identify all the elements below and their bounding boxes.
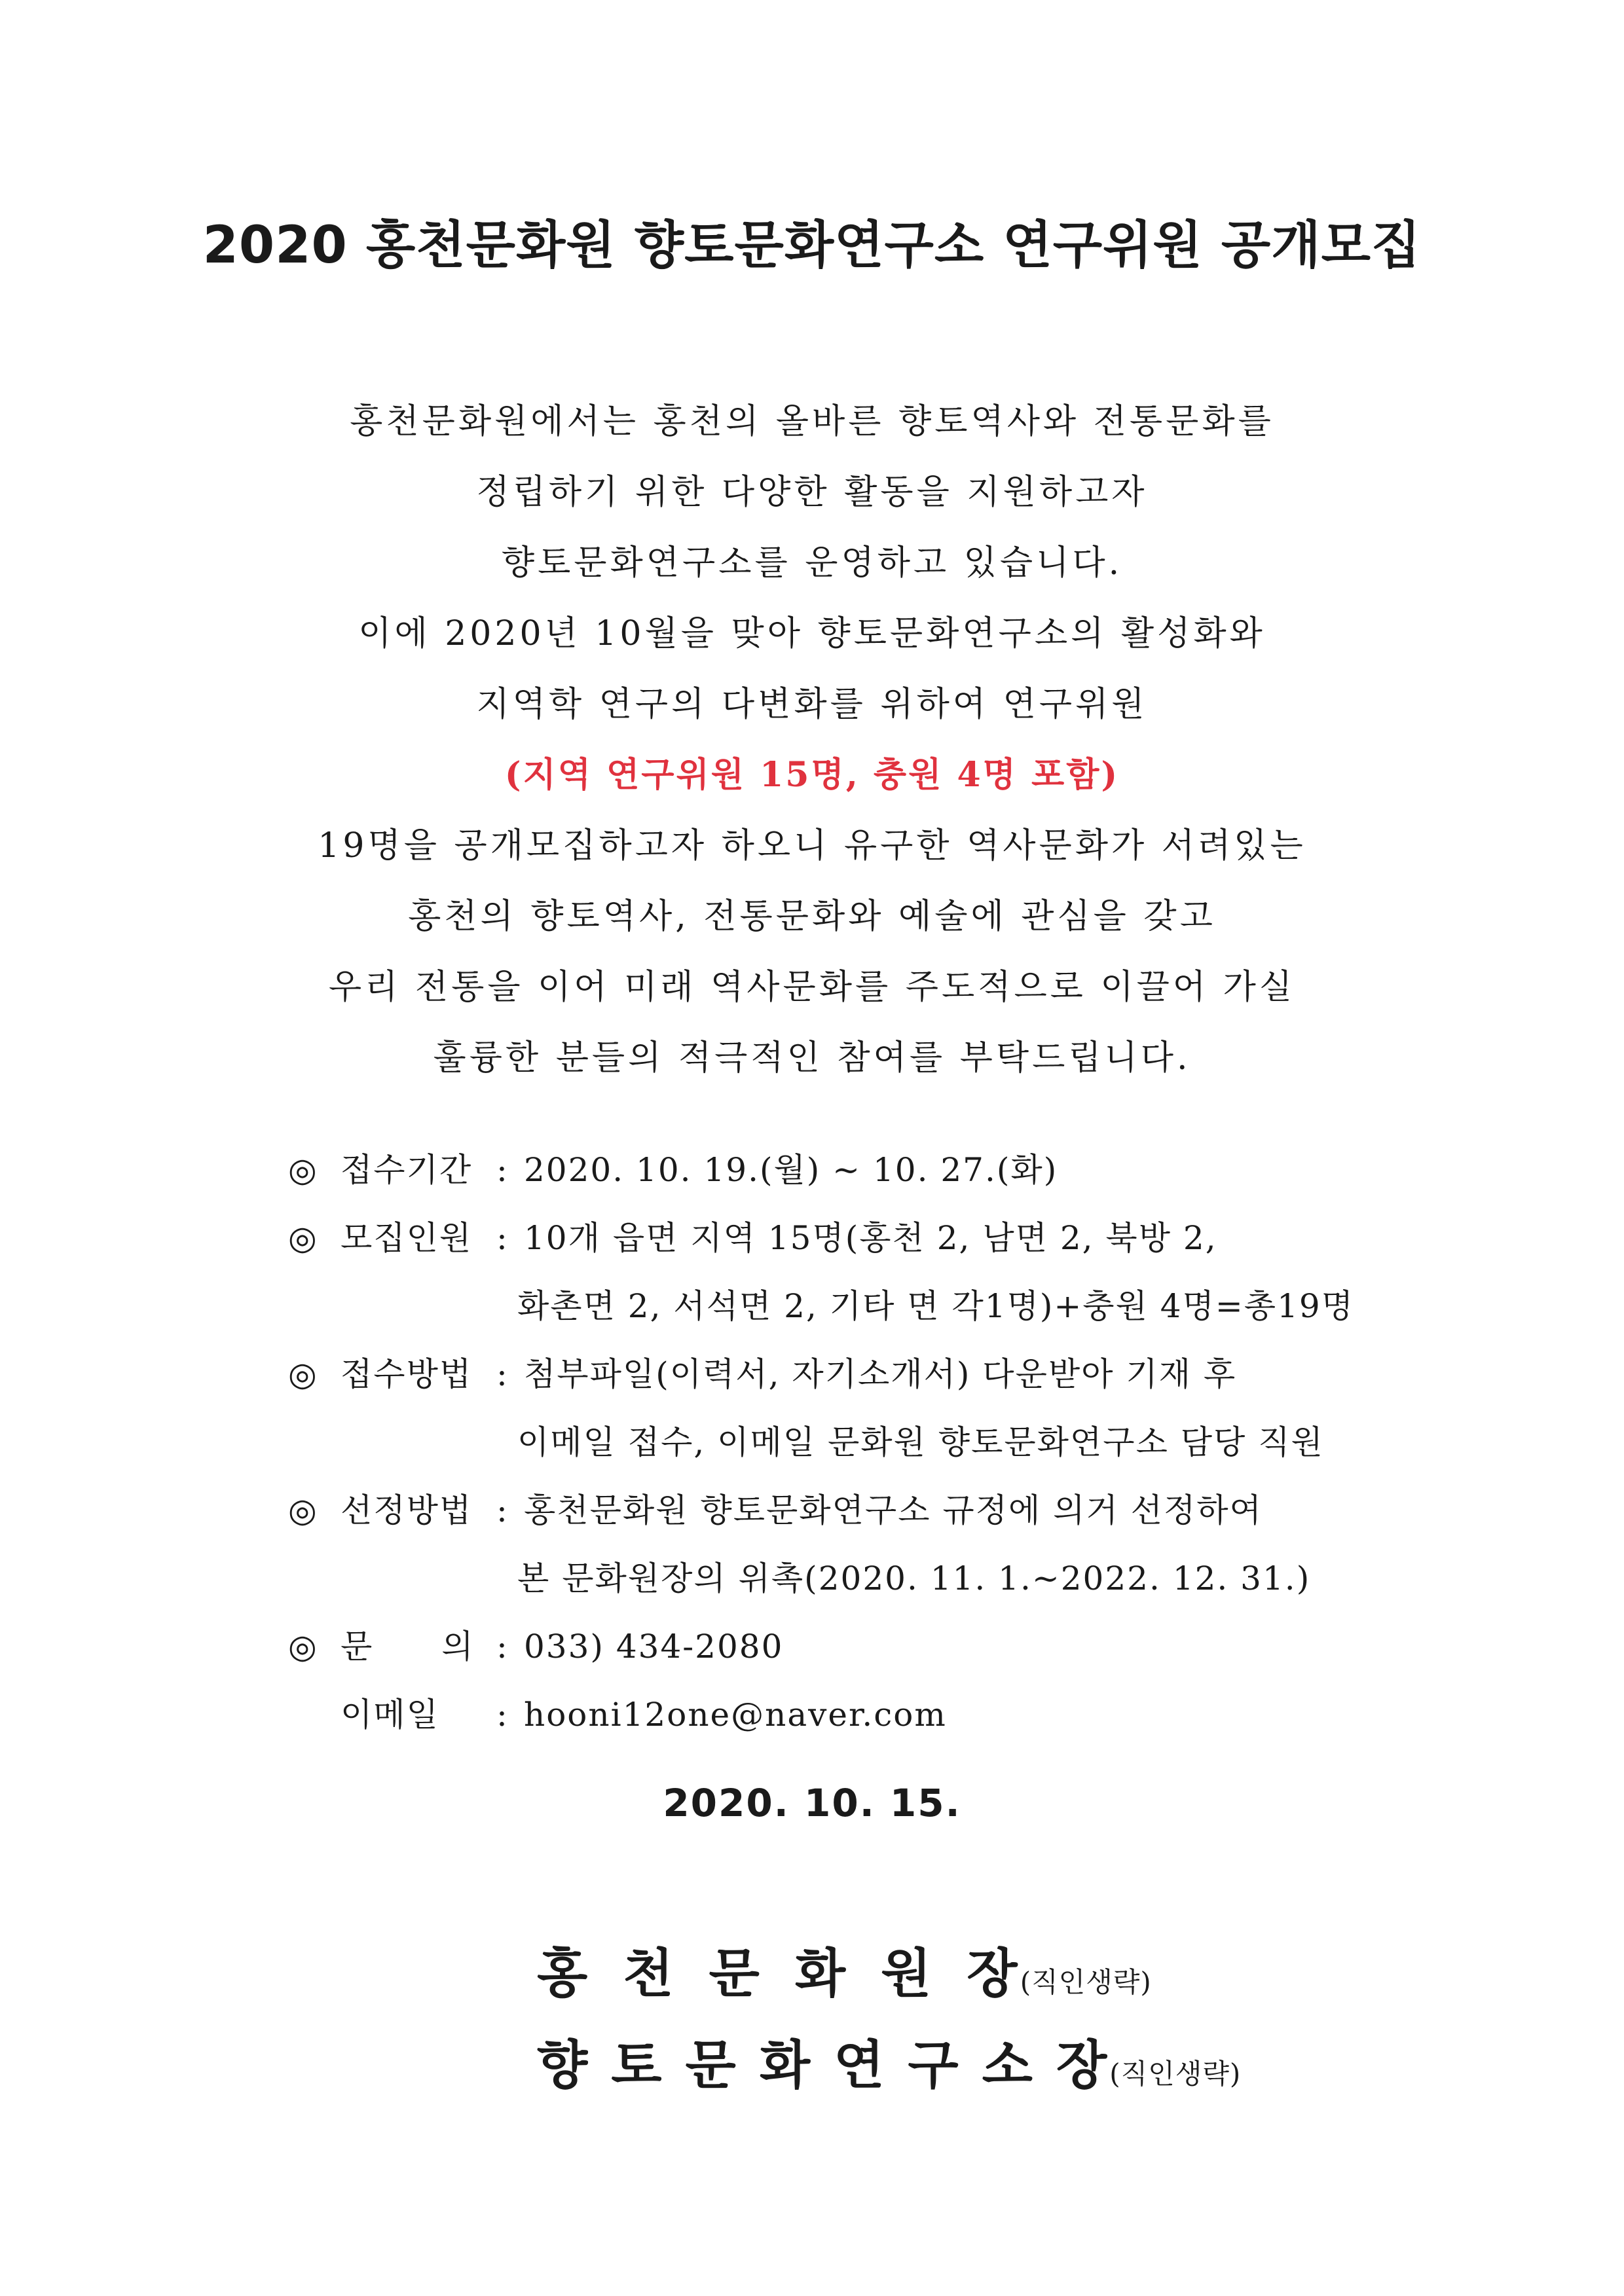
detail-label: 이메일 bbox=[341, 1696, 439, 1734]
detail-value: 033) 434-2080 bbox=[524, 1628, 784, 1666]
detail-row-selection bbox=[288, 1476, 1441, 1544]
intro-line: 향토문화연구소를 운영하고 있습니다. bbox=[501, 543, 1123, 583]
detail-row-recruits-cont bbox=[288, 1272, 1441, 1340]
signature-name: 향토문화연구소장 bbox=[537, 2034, 1131, 2096]
detail-value: 화촌면 2, 서석면 2, 기타 면 각1명)+충원 4명=총19명 bbox=[517, 1287, 1355, 1325]
detail-label: 접수방법 bbox=[341, 1355, 473, 1393]
detail-row-selection-cont bbox=[288, 1544, 1441, 1613]
intro-line: 지역학 연구의 다변화를 위하여 연구위원 bbox=[476, 685, 1148, 724]
document-title: 2020 홍천문화원 향토문화연구소 연구위원 공개모집 bbox=[202, 216, 1422, 275]
seal-omitted-note: (직인생략) bbox=[1109, 2058, 1242, 2090]
detail-value: 2020. 10. 19.(월) ~ 10. 27.(화) bbox=[524, 1151, 1058, 1189]
detail-colon: : bbox=[496, 1219, 507, 1257]
detail-label: 모집인원 bbox=[341, 1219, 473, 1257]
details-list bbox=[288, 1136, 1441, 1749]
detail-label: 접수기간 bbox=[341, 1151, 473, 1189]
detail-colon: : bbox=[496, 1355, 507, 1393]
detail-value: 이메일 접수, 이메일 문화원 향토문화연구소 담당 직원 bbox=[517, 1423, 1324, 1461]
signature-name: 홍천문화원장 bbox=[537, 1942, 1053, 2004]
detail-colon: : bbox=[496, 1491, 507, 1529]
signature-line-director bbox=[537, 1931, 1152, 2007]
seal-omitted-note: (직인생략) bbox=[1020, 1966, 1152, 1998]
detail-label: 선정방법 bbox=[341, 1491, 473, 1529]
intro-line: 훌륭한 분들의 적극적인 참여를 부탁드립니다. bbox=[433, 1038, 1191, 1078]
detail-row-method bbox=[288, 1340, 1441, 1408]
detail-value: 홍천문화원 향토문화연구소 규정에 의거 선정하여 bbox=[524, 1491, 1263, 1529]
bullet-circle-icon: ◎ bbox=[288, 1151, 317, 1189]
email-value: hooni12one@naver.com bbox=[524, 1696, 947, 1734]
intro-paragraph bbox=[0, 386, 1624, 1093]
intro-line: 홍천의 향토역사, 전통문화와 예술에 관심을 갖고 bbox=[408, 897, 1216, 936]
intro-highlight-line: (지역 연구위원 15명, 충원 4명 포함) bbox=[504, 755, 1120, 795]
detail-colon: : bbox=[496, 1151, 507, 1189]
detail-row-period bbox=[288, 1136, 1441, 1204]
detail-label: 문 의 bbox=[341, 1628, 475, 1666]
issue-date: 2020. 10. 15. bbox=[663, 1781, 961, 1825]
intro-line: 이에 2020년 10월을 맞아 향토문화연구소의 활성화와 bbox=[358, 614, 1266, 653]
detail-value: 10개 읍면 지역 15명(홍천 2, 남면 2, 북방 2, bbox=[524, 1219, 1217, 1257]
detail-colon: : bbox=[496, 1628, 507, 1666]
bullet-circle-icon: ◎ bbox=[288, 1628, 317, 1666]
detail-row-email bbox=[288, 1681, 1441, 1749]
detail-value: 첨부파일(이력서, 자기소개서) 다운받아 기재 후 bbox=[524, 1355, 1237, 1393]
intro-line: 19명을 공개모집하고자 하오니 유구한 역사문화가 서려있는 bbox=[318, 826, 1306, 866]
detail-row-inquiry bbox=[288, 1613, 1441, 1681]
bullet-circle-icon: ◎ bbox=[288, 1355, 317, 1393]
bullet-circle-icon: ◎ bbox=[288, 1491, 317, 1529]
bullet-circle-icon: ◎ bbox=[288, 1219, 317, 1257]
intro-line: 홍천문화원에서는 홍천의 올바른 향토역사와 전통문화를 bbox=[350, 402, 1274, 441]
intro-line: 정립하기 위한 다양한 활동을 지원하고자 bbox=[476, 473, 1148, 512]
detail-colon: : bbox=[496, 1696, 507, 1734]
detail-value: 본 문화원장의 위촉(2020. 11. 1.~2022. 12. 31.) bbox=[517, 1559, 1311, 1597]
signature-line-institute bbox=[537, 2023, 1241, 2098]
detail-row-method-cont bbox=[288, 1408, 1441, 1476]
intro-line: 우리 전통을 이어 미래 역사문화를 주도적으로 이끌어 가실 bbox=[328, 968, 1296, 1007]
detail-row-recruits bbox=[288, 1204, 1441, 1272]
